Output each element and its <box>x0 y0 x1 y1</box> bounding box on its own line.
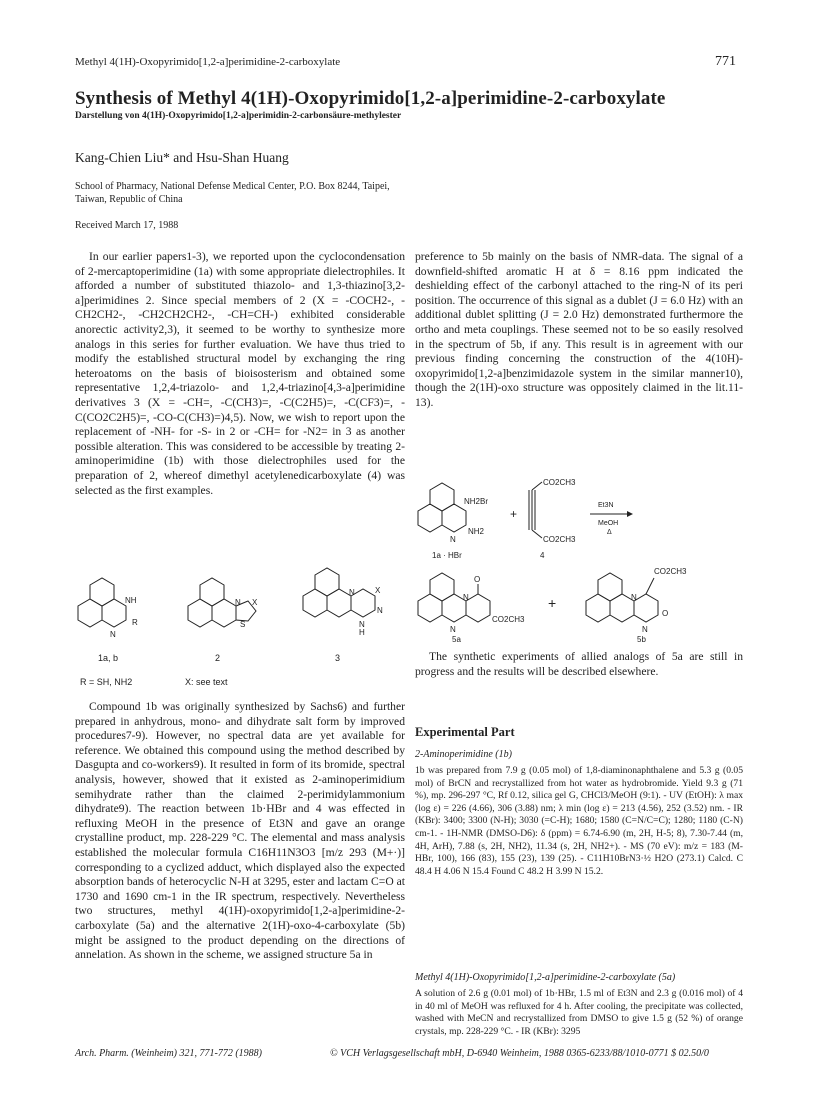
svg-text:NH2Br: NH2Br <box>464 497 489 506</box>
svg-text:X: X <box>375 586 381 595</box>
svg-text:N: N <box>642 625 648 634</box>
experimental-5a-text <box>415 988 743 1038</box>
legend-x: X: see text <box>185 677 228 687</box>
svg-text:N: N <box>377 606 383 615</box>
label-4: 4 <box>540 551 545 560</box>
subsection-1b: 2-Aminoperimidine (1b) <box>415 749 512 760</box>
plus-sign-2: + <box>548 595 557 611</box>
reagent-et3n: Et3N <box>598 502 614 509</box>
running-title: Methyl 4(1H)-Oxopyrimido[1,2-a]perimidine-2-carboxylate <box>75 56 341 68</box>
right-column-top <box>415 250 743 411</box>
svg-text:N: N <box>359 620 365 629</box>
structure-5a <box>418 573 525 634</box>
svg-text:NH: NH <box>125 596 137 605</box>
plus-sign-1: + <box>510 507 518 521</box>
right-column-progress <box>415 650 743 679</box>
svg-text:R: R <box>132 618 138 627</box>
structure-3 <box>303 568 383 637</box>
label-2: 2 <box>215 653 221 663</box>
experimental-5a-paragraph: A solution of 2.6 g (0.01 mol) of 1b·HBr, 1.5 ml of Et3N and 2.3 g (0.016 mol) of 4 in 40 ml of MeOH was refluxed for 4 h. After cooling, the precipitate was collected, washed with MeCN and recrystallized from DMSO to give 1.5 g (52 %) of orange crystals, mp. 228-229 °C. - IR (KBr): 3295 <box>415 988 743 1037</box>
svg-text:O: O <box>662 609 669 618</box>
svg-text:NH2: NH2 <box>468 527 485 536</box>
label-5b: 5b <box>637 635 646 644</box>
structure-2 <box>188 578 258 629</box>
subsection-5a: Methyl 4(1H)-Oxopyrimido[1,2-a]perimidine-2-carboxylate (5a) <box>415 972 676 983</box>
svg-text:N: N <box>450 535 456 544</box>
svg-text:O: O <box>474 575 481 584</box>
left-column-main <box>75 700 405 963</box>
svg-text:N: N <box>349 588 355 597</box>
svg-text:S: S <box>240 620 246 629</box>
page-number: 771 <box>715 54 736 69</box>
affiliation: School of Pharmacy, National Defense Medical Center, P.O. Box 8244, Taipei, Taiwan, Republic of China <box>75 181 390 205</box>
structure-1a-hbr <box>418 483 488 544</box>
article-subtitle: Darstellung von 4(1H)-Oxopyrimido[1,2-a]perimidin-2-carbonsäure-methylester <box>75 111 402 121</box>
legend-r: R = SH, NH2 <box>80 677 133 687</box>
article-title: Synthesis of Methyl 4(1H)-Oxopyrimido[1,2-a]perimidine-2-carboxylate <box>75 88 666 109</box>
reaction-scheme <box>412 470 752 650</box>
svg-text:N: N <box>631 593 637 602</box>
experimental-heading: Experimental Part <box>415 725 515 739</box>
svg-text:CO2CH3: CO2CH3 <box>654 567 687 576</box>
intro-paragraph: In our earlier papers1-3), we reported upon the cyclocondensation of 2-mercaptoperimidine (1a) with some appropriate dielectrophiles. It afforded a number of substituted thiazolo- and 1,3-thiazino[3,2-a]perimidines 2. Since special members of 2 (X = -COCH2-, -CH2CH2-, -CH2CH2CH2-, -CH=CH-) exhibited considerable anorectic activity2,3), it seemed to be worthy to synthesize more analogs in this series for further evaluation. We have thus tried to modify the established structural model by exchanging the ring heteroatoms on the basis of bioisosterism and obtained some representative 1,2,4-triazolo- and 1,2,4-triazino[4,3-a]perimidine derivatives 3 (X = -CH=, -C(CH3)=, -C(C2H5)=, -C(CF3)=, -C(CO2C2H5)=, -CO-C(CH3)=)4,5). Now, we wish to report upon the replacement of -NH- for -S- in 2 or -CH= for -N2= in 3 as another possible alteration. This was considered to be accessible by treating 2-aminoperimidine (1b) with those dielectrophiles used for the preparation of 2, whereof dimethyl acetylenedicarboxylate (4) was selected as the first examples. <box>75 250 405 497</box>
svg-text:N: N <box>235 598 241 607</box>
received-date: Received March 17, 1988 <box>75 220 179 231</box>
reagent-heat: Δ <box>607 529 612 536</box>
structure-1ab <box>78 578 138 639</box>
scheme-structures-1-2-3 <box>70 565 410 665</box>
label-5a: 5a <box>452 635 461 644</box>
label-1a-hbr: 1a · HBr <box>432 551 462 560</box>
experimental-1b-paragraph: 1b was prepared from 7.9 g (0.05 mol) of 1,8-diaminonaphthalene and 5.3 g (0.05 mol) of BrCN and recrystallized from hot water as hydrobromide. Yield 9.3 g (71 %), mp. 296-297 °C, Rf 0.12, silica gel G, CHCl3/MeOH (9:1). - UV (EtOH): λ max (log ε) = 226 (4.66), 306 (3.88) nm; λ min (log ε) = 213 (4.56), 252 (3.52) nm. - IR (KBr): 3400; 3300 (N-H); 3030 (=C-H); 1680; 1580 (C=N/C=C); 1280; 1180 (C-N) cm-1. - 1H-NMR (DMSO-D6): δ (ppm) = 6.74-6.90 (m, 2H, H-5; 8), 7.30-7.44 (m, 4H, ArH), 7.88 (s, 2H, NH2), 11.34 (s, 2H, NH2+). - MS (70 eV): m/z = 183 (M-HBr, 100), 166 (83), 155 (23), 139 (25). - C11H10BrN3·½ H2O (273.1) Calcd. C 48.4 H 4.06 N 15.4 Found C 48.2 H 3.99 N 15.2. <box>415 765 743 877</box>
svg-text:CO2CH3: CO2CH3 <box>492 615 525 624</box>
label-1ab: 1a, b <box>98 653 119 663</box>
progress-paragraph: The synthetic experiments of allied analogs of 5a are still in progress and the results will be described elsewhere. <box>415 650 743 678</box>
label-3: 3 <box>335 653 341 663</box>
svg-text:CO2CH3: CO2CH3 <box>543 535 576 544</box>
svg-text:N: N <box>450 625 456 634</box>
compound-paragraph: Compound 1b was originally synthesized by Sachs6) and further prepared in anhydrous, mono- and dihydrate salt form by improved procedures7-9). However, no spectral data are yet available for reference. We obtained this compound using the method described by Dasgupta and co-workers9). It resulted in form of its bromide, spectral analysis, however, showed that it existed as 2-aminoperimidium semihydrate rather than the claimed 2-perimidylammonium dihydrate9). The reaction between 1b·HBr and 4 was effected in refluxing MeOH in the presence of Et3N and gave an orange crystalline product, mp. 228-229 °C. The elemental and mass analysis established the molecular formula C16H11N3O3 [m/z 293 (M+·)] corresponding to a cyclized adduct, which displayed also the expected absorption bands of heterocyclic N-H at 3295, ester and lactam C=O at 1730 and 1690 cm-1 in the IR spectrum, respectively. Nevertheless two structures, methyl 4(1H)-oxopyrimido[1,2-a]perimidine-2-carboxylate (5a) and the alternative 2(1H)-oxo-4-carboxylate (5b) might be assigned to the product depending on the directions of annelation. As shown in the scheme, we assigned structure 5a in <box>75 700 405 962</box>
footer-publisher: © VCH Verlagsgesellschaft mbH, D-6940 Weinheim, 1988 0365-6233/88/1010-0771 $ 02.50/0 <box>330 1048 709 1059</box>
nmr-paragraph: preference to 5b mainly on the basis of NMR-data. The signal of a downfield-shifted aromatic H at δ = 8.16 ppm indicated the deshielding effect of the carbonyl attached to the ring-N of its peri position. The occurrence of this signal as a dublet (J = 6.0 Hz) with an additional dublet splitting (J = 2.0 Hz) demonstrated furthermore the ortho and meta couplings. These seemed not to be so easily resolved in the spectrum of 5b, if any. This result is in agreement with our previous finding concerning the construction of the 4(10H)-oxopyrimido[1,2-a]benzimidazole system in the similar manner10), though the 2(1H)-oxo structure was oppositely claimed in the lit.11-13). <box>415 250 743 409</box>
footer-journal: Arch. Pharm. (Weinheim) 321, 771-772 (1988) <box>75 1048 263 1059</box>
structure-4 <box>529 478 576 544</box>
experimental-1b-text <box>415 765 743 878</box>
svg-text:H: H <box>359 628 365 637</box>
svg-text:N: N <box>463 593 469 602</box>
reagent-meoh: MeOH <box>598 520 619 527</box>
left-column-intro <box>75 250 405 498</box>
svg-text:X: X <box>252 598 258 607</box>
authors: Kang-Chien Liu* and Hsu-Shan Huang <box>75 150 289 165</box>
svg-text:CO2CH3: CO2CH3 <box>543 478 576 487</box>
structure-5b <box>586 567 687 634</box>
svg-text:N: N <box>110 630 116 639</box>
